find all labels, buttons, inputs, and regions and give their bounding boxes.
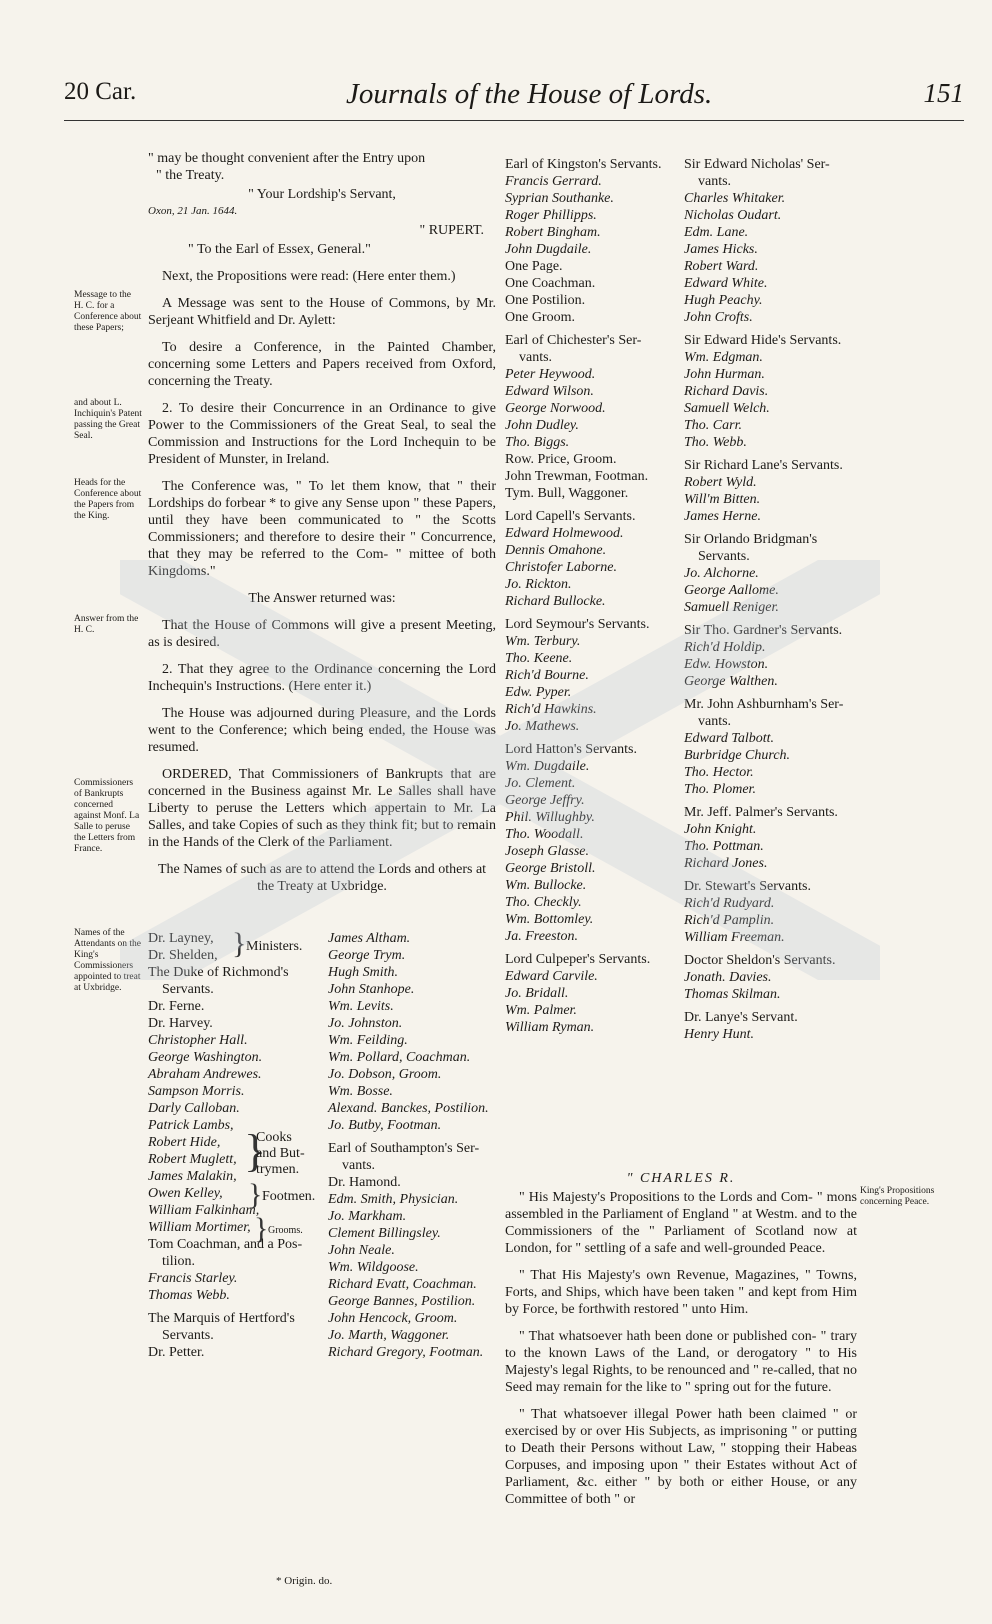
southampton-head: Earl of Southampton's Ser- [328, 1141, 480, 1156]
servant-name: Roger Phillipps. [505, 208, 597, 223]
ministers-label: Ministers. [246, 939, 303, 954]
servant-name: Jo. Bridall. [505, 986, 569, 1001]
attendant-name: Jo. Dobson, Groom. [328, 1067, 442, 1082]
tail-4: Thomas Webb. [148, 1288, 230, 1303]
servant-heading: Earl of Kingston's Servants. [505, 157, 662, 172]
servant-heading: Lord Culpeper's Servants. [505, 952, 651, 967]
servant-name: Wm. Edgman. [684, 350, 763, 365]
servant-name: Peter Heywood. [505, 367, 596, 382]
servant-name: John Knight. [684, 822, 757, 837]
servant-name: James Hicks. [684, 242, 758, 257]
tail-3: Francis Starley. [148, 1271, 238, 1286]
servant-name: George Bristoll. [505, 861, 596, 876]
servant-name: Tho. Woodall. [505, 827, 584, 842]
servant-line: One Page. [505, 259, 563, 274]
servant-heading: Dr. Lanye's Servant. [684, 1010, 798, 1025]
kings-propositions [505, 1170, 857, 1518]
servant-name: George Aallome. [684, 583, 779, 598]
letter-end-1: " may be thought convenient after the Entry upon [148, 151, 426, 166]
servant-name: Burbridge Church. [684, 748, 791, 763]
col2-list [505, 156, 675, 1036]
servant-name: John Dudley. [505, 418, 579, 433]
servant-name: Edward Carvile. [505, 969, 598, 984]
brace-cooks: } [244, 1125, 267, 1176]
footman-1: James Malakin, [148, 1169, 237, 1184]
servant-name: Samuell Reniger. [684, 600, 779, 615]
servant-name: Dennis Omahone. [505, 543, 607, 558]
southampton-servants: vants. [342, 1158, 376, 1173]
servant-name: Jo. Clement. [505, 776, 576, 791]
servant-name: William Freeman. [684, 930, 785, 945]
servant-name: Christofer Laborne. [505, 560, 618, 575]
servant-name: Tho. Pottman. [684, 839, 764, 854]
attendant-name: Alexand. Banckes, Postilion. [328, 1101, 489, 1116]
footnote: * Origin. do. [276, 1575, 333, 1587]
servant-name: Robert Wyld. [684, 475, 757, 490]
servant-heading: Sir Orlando Bridgman's [684, 532, 818, 547]
servant-name: Wm. Palmer. [505, 1003, 577, 1018]
servant-line: vants. [698, 714, 732, 729]
servant-name: Ja. Freeston. [505, 929, 578, 944]
attendant-name: John Hencock, Groom. [328, 1311, 458, 1326]
servant-name: Robert Bingham. [505, 225, 601, 240]
servant-name: Edward Holmewood. [505, 526, 624, 541]
servant-name: Richard Bullocke. [505, 594, 606, 609]
marquis-servants: Servants. [162, 1328, 214, 1343]
servant-name: Hugh Peachy. [684, 293, 763, 308]
servant-name: William Ryman. [505, 1020, 595, 1035]
servant-name: Jo. Alchorne. [684, 566, 759, 581]
servant-line: One Coachman. [505, 276, 596, 291]
attendant-name: Jo. Butby, Footman. [328, 1118, 442, 1133]
margin-note-5: Commissioners of Bankrupts concerned against Monf. La Salle to peruse the Letters from France. [74, 778, 140, 854]
column-2 [505, 150, 675, 1036]
answer-1: That the House of Commons will give a present Meeting, as is desired. [148, 618, 496, 650]
conference-para: The Conference was, " To let them know, that " their Lordships do forbear * to give any Sense upon " these Papers, until they have been communicated to " the Scotts Commissioners; and therefore to desire their " Concurrence, that they may be referred to the Com- " mittee of both Kingdoms." [148, 479, 496, 579]
attendant-name: Clement Billingsley. [328, 1226, 441, 1241]
proposition-3: " That whatsoever illegal Power hath been claimed " or exercised by or over His Subjects, as imprisoning " or putting to Death their Persons without Law, " stopping their Habeas Corpuses, and imposing upon " their Estates without Act of Parliament, &c. either " by both or either House, or any Committee of both " or [505, 1407, 857, 1507]
servant-line: One Postilion. [505, 293, 586, 308]
margin-note-3: Heads for the Conference about the Papers from the King. [74, 478, 142, 521]
servant-name: Thomas Skilman. [684, 987, 781, 1002]
servant-3: George Washington. [148, 1050, 263, 1065]
servant-name: Wm. Bottomley. [505, 912, 594, 927]
attendant-name: Jo. Markham. [328, 1209, 407, 1224]
servant-name: Jo. Rickton. [505, 577, 572, 592]
servant-name: Francis Gerrard. [505, 174, 602, 189]
charles-head: " CHARLES R. [626, 1171, 736, 1186]
servant-name: George Norwood. [505, 401, 606, 416]
brace-ministers: } [232, 927, 247, 960]
servant-name: Robert Ward. [684, 259, 759, 274]
servant-heading: Sir Edward Nicholas' Ser- [684, 157, 830, 172]
margin-note-2: and about L. Inchiquin's Patent passing the Great Seal. [74, 398, 142, 441]
attendant-name: George Bannes, Postilion. [328, 1294, 476, 1309]
servant-line: Tym. Bull, Waggoner. [505, 486, 629, 501]
proposition-1: " That His Majesty's own Revenue, Magazines, " Towns, Forts, and Ships, which have been taken " and kept from Him by Force, be forthwith restored " unto Him. [505, 1268, 857, 1317]
header-rule [64, 120, 964, 121]
servant-name: Richard Jones. [684, 856, 768, 871]
attendant-name: Richard Gregory, Footman. [328, 1345, 484, 1360]
servant-name: Wm. Dugdaile. [505, 759, 590, 774]
attendant-name: Wm. Wildgoose. [328, 1260, 419, 1275]
message-para: A Message was sent to the House of Commons, by Mr. Serjeant Whitfield and Dr. Aylett: [148, 296, 496, 328]
answer-head: The Answer returned was: [248, 591, 396, 606]
servant-line: Servants. [698, 549, 750, 564]
servant-name: Tho. Hector. [684, 765, 754, 780]
duke-servants: Servants. [162, 982, 214, 997]
minister-2: Dr. Shelden, [148, 948, 218, 963]
footmen-label: Footmen. [262, 1189, 316, 1204]
servant-name: Rich'd Pamplin. [684, 913, 775, 928]
servant-name: Jo. Mathews. [505, 719, 580, 734]
servant-name: Henry Hunt. [684, 1027, 754, 1042]
servant-line: One Groom. [505, 310, 575, 325]
running-title: Journals of the House of Lords. [346, 78, 713, 110]
servant-name: Edm. Lane. [684, 225, 749, 240]
attendant-name: Dr. Hamond. [328, 1175, 401, 1190]
servant-heading: Mr. Jeff. Palmer's Servants. [684, 805, 838, 820]
attendant-name: John Neale. [328, 1243, 395, 1258]
servant-name: Rich'd Holdip. [684, 640, 766, 655]
servant-name: Wm. Bullocke. [505, 878, 587, 893]
margin-note-6: Names of the Attendants on the King's Commissioners appointed to treat at Uxbridge. [74, 928, 142, 993]
servant-name: Nicholas Oudart. [684, 208, 782, 223]
servant-name: Richard Davis. [684, 384, 769, 399]
servant-heading: Earl of Chichester's Ser- [505, 333, 642, 348]
attendant-name: Hugh Smith. [328, 965, 398, 980]
servant-name: Tho. Biggs. [505, 435, 570, 450]
dr-petter: Dr. Petter. [148, 1345, 205, 1360]
servant-0: Dr. Ferne. [148, 999, 205, 1014]
groom-2: William Mortimer, [148, 1220, 251, 1235]
proposition-2: " That whatsoever hath been done or published con- " trary to the known Laws of the Land, or derogatory " to His Majesty's legal Rights, to be renounced and " re-called, that no Seed may remain for the like to " spring out for the future. [505, 1329, 857, 1395]
servant-2: Christopher Hall. [148, 1033, 248, 1048]
servant-name: Rich'd Rudyard. [684, 896, 775, 911]
attendant-name: John Stanhope. [328, 982, 415, 997]
servant-name: Jonath. Davies. [684, 970, 772, 985]
minister-1: Dr. Layney, [148, 931, 214, 946]
servant-name: John Hurman. [684, 367, 765, 382]
servant-5: Sampson Morris. [148, 1084, 245, 1099]
servant-name: John Crofts. [684, 310, 753, 325]
margin-note-1: Message to the H. C. for a Conference about these Papers; [74, 290, 142, 333]
servant-heading: Lord Hatton's Servants. [505, 742, 638, 757]
servant-heading: Doctor Sheldon's Servants. [684, 953, 836, 968]
servant-name: Tho. Carr. [684, 418, 742, 433]
ordered-para: ORDERED, That Commissioners of Bankrupts that are concerned in the Business against Mr. Le Salles shall have Liberty to peruse the Letters which appertain to Mr. La Salles, and take Copies of such as they think fit; but to remain in the Hands of the Clerk of the Parliament. [148, 767, 496, 850]
servant-4: Abraham Andrewes. [148, 1067, 262, 1082]
servant-name: Will'm Bitten. [684, 492, 761, 507]
attendant-name: Wm. Pollard, Coachman. [328, 1050, 471, 1065]
addressee: " To the Earl of Essex, General." [188, 242, 371, 257]
servant-name: Charles Whitaker. [684, 191, 786, 206]
brace-footmen: } [248, 1178, 263, 1211]
page-header [64, 78, 964, 124]
servant-name: Rich'd Hawkins. [505, 702, 597, 717]
servant-heading: Dr. Stewart's Servants. [684, 879, 811, 894]
cooks-label [256, 1130, 305, 1178]
marquis-head: The Marquis of Hertford's [148, 1311, 295, 1326]
servant-name: Edward Talbott. [684, 731, 774, 746]
servant-name: Edw. Pyper. [505, 685, 572, 700]
attendant-name: Richard Evatt, Coachman. [328, 1277, 477, 1292]
servant-heading: Lord Capell's Servants. [505, 509, 636, 524]
servant-name: Edward Wilson. [505, 384, 594, 399]
servant-name: Tho. Webb. [684, 435, 747, 450]
margin-note-4: Answer from the H. C. [74, 614, 139, 635]
grooms-label: Grooms. [268, 1225, 303, 1236]
servant-name: Tho. Checkly. [505, 895, 582, 910]
servant-name: Samuell Welch. [684, 401, 770, 416]
letter-end-2: " the Treaty. [156, 168, 225, 183]
tail-2: tilion. [162, 1254, 196, 1269]
attendant-name: Wm. Levits. [328, 999, 394, 1014]
footman-2: Owen Kelley, [148, 1186, 223, 1201]
duke-head: The Duke of Richmond's [148, 965, 289, 980]
cook-2: Robert Hide, [148, 1135, 221, 1150]
attendant-name: Edm. Smith, Physician. [328, 1192, 459, 1207]
servant-name: Rich'd Bourne. [505, 668, 589, 683]
servant-name: George Jeffry. [505, 793, 585, 808]
cooks-label-3: trymen. [256, 1162, 300, 1177]
servant-1: Dr. Harvey. [148, 1016, 213, 1031]
servant-6: Darly Calloban. [148, 1101, 240, 1116]
cook-3: Robert Muglett, [148, 1152, 237, 1167]
attendant-name: Wm. Feilding. [328, 1033, 408, 1048]
servant-name: Tho. Plomer. [684, 782, 756, 797]
desire-para: To desire a Conference, in the Painted Chamber, concerning some Letters and Papers received from Oxford, concerning the Treaty. [148, 340, 496, 389]
servant-line: John Trewman, Footman. [505, 469, 649, 484]
adjourned-para: The House was adjourned during Pleasure, and the Lords went to the Conference; which being ended, the House was resumed. [148, 706, 496, 755]
attendant-name: George Trym. [328, 948, 406, 963]
servant-name: James Herne. [684, 509, 761, 524]
attendant-name: James Altham. [328, 931, 411, 946]
names-head: The Names of such as are to attend the Lords and others at the Treaty at Uxbridge. [157, 862, 487, 894]
attendant-name: Jo. Johnston. [328, 1016, 403, 1031]
servant-heading: Sir Tho. Gardner's Servants. [684, 623, 843, 638]
signature: " RUPERT. [419, 223, 484, 238]
servant-name: George Walthen. [684, 674, 778, 689]
margin-note-right: King's Propositions concerning Peace. [860, 1186, 935, 1207]
cooks-label-2: and But- [256, 1146, 305, 1161]
column-3 [684, 150, 866, 1043]
col3-list [684, 156, 866, 1043]
servant-line: vants. [519, 350, 553, 365]
subB2-list [328, 1174, 500, 1361]
column-1 [148, 150, 496, 905]
servant-heading: Mr. John Ashburnham's Ser- [684, 697, 844, 712]
propositions-line: Next, the Propositions were read: (Here enter them.) [162, 269, 456, 284]
answer-2: 2. That they agree to the Ordinance concerning the Lord Inchequin's Instructions. (Here enter it.) [148, 662, 496, 694]
tail-1: Tom Coachman, and a Pos- [148, 1237, 303, 1252]
place-date: Oxon, 21 Jan. 1644. [148, 205, 238, 217]
servant-line: vants. [698, 174, 732, 189]
servant-name: Tho. Keene. [505, 651, 573, 666]
servant-name: Wm. Terbury. [505, 634, 581, 649]
servant-heading: Sir Richard Lane's Servants. [684, 458, 843, 473]
attendants-list-b [328, 930, 500, 1361]
servant-name: Phil. Willughby. [505, 810, 595, 825]
servant-name: John Dugdaile. [505, 242, 592, 257]
cook-1: Patrick Lambs, [148, 1118, 234, 1133]
groom-1: William Falkinham, [148, 1203, 260, 1218]
servant-name: Joseph Glasse. [505, 844, 589, 859]
servant-heading: Sir Edward Hide's Servants. [684, 333, 842, 348]
cooks-label-1: Cooks [256, 1130, 292, 1145]
page-number: 151 [923, 78, 964, 108]
brace-grooms: } [254, 1212, 269, 1245]
sign-off: " Your Lordship's Servant, [248, 187, 396, 202]
servant-name: Edward White. [684, 276, 768, 291]
servant-name: Syprian Southanke. [505, 191, 614, 206]
servant-name: Edw. Howston. [684, 657, 769, 672]
attendant-name: Jo. Marth, Waggoner. [328, 1328, 450, 1343]
attendant-name: Wm. Bosse. [328, 1084, 393, 1099]
servant-heading: Lord Seymour's Servants. [505, 617, 650, 632]
subB-list [328, 930, 500, 1134]
servant-line: Row. Price, Groom. [505, 452, 617, 467]
charles-intro: " His Majesty's Propositions to the Lords and Com- " mons assembled in the Parliament of England " at Westm. and to the Commissioners of the " Parliament of Scotland now at London, for " settling of a safe and well-grounded Peace. [505, 1190, 857, 1256]
regnal-year: 20 Car. [64, 78, 137, 105]
item2-para: 2. To desire their Concurrence in an Ordinance to give Power to the Commissioners of the Great Seal, to seal the Commission and Instructions for the Lord Inchequin to be President of Munster, in Ireland. [148, 401, 496, 467]
